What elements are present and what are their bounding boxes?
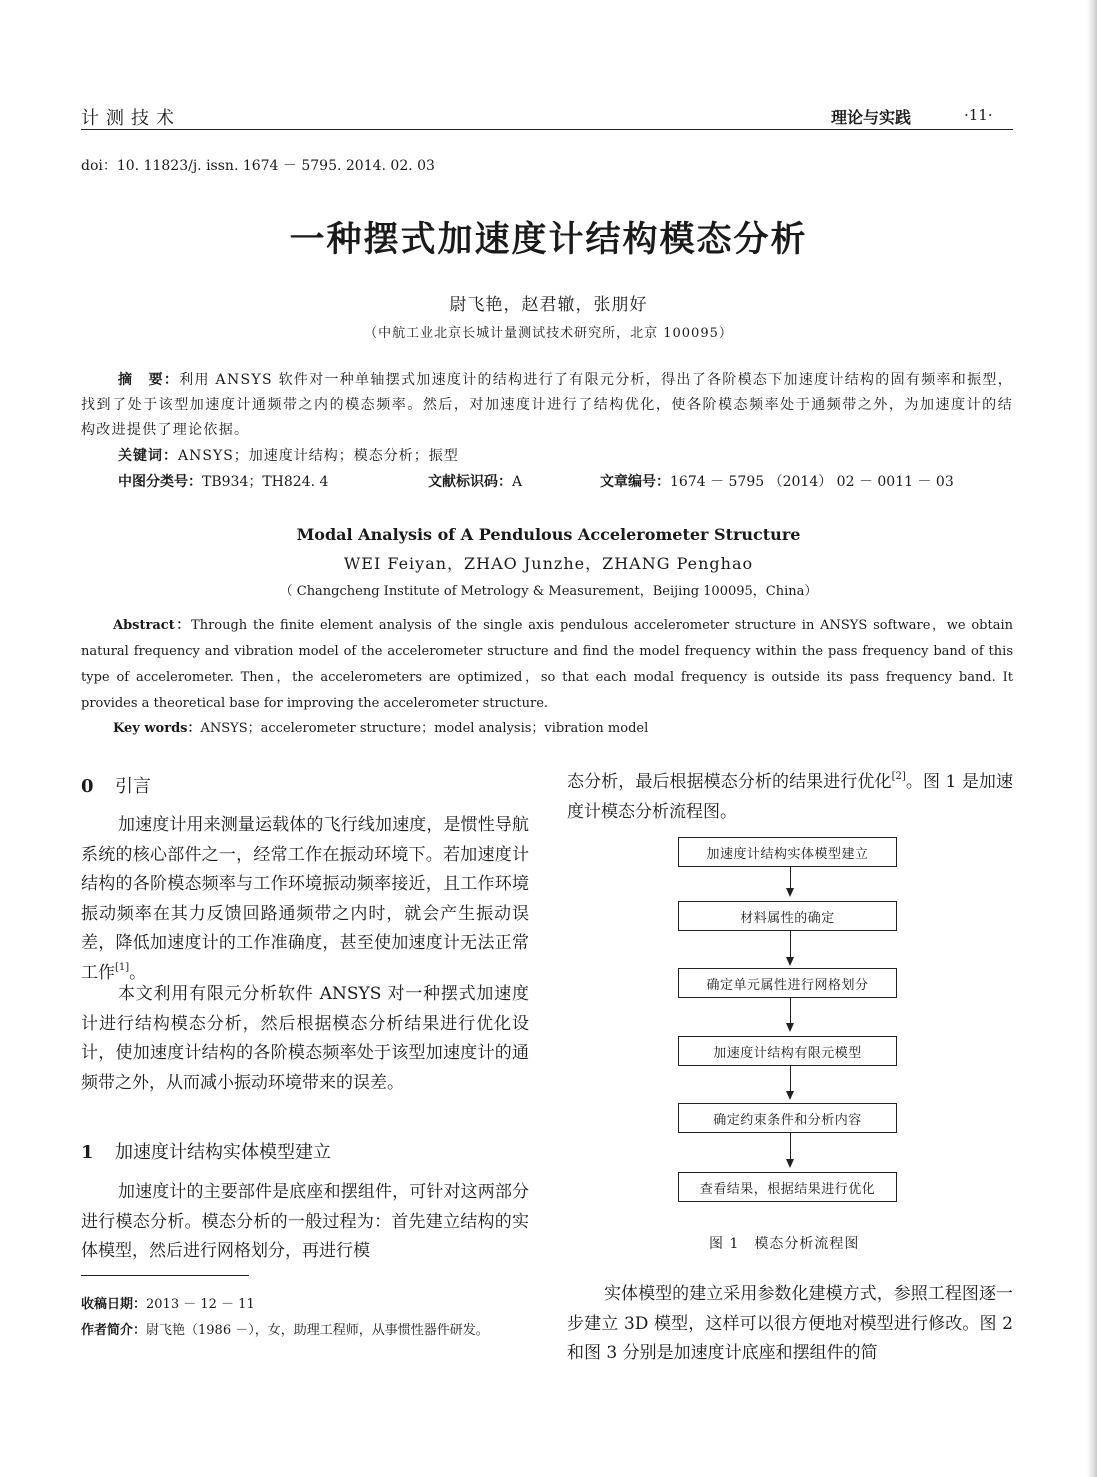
citation-2: [2] [891,771,906,782]
bio-label: 作者简介： [81,1323,147,1338]
continuation-text: 态分析，最后根据模态分析的结果进行优化 [567,772,892,792]
flow-arrowhead-2 [786,957,794,966]
section-0-paragraph-2: 本文利用有限元分析软件 ANSYS 对一种摆式加速度计进行结构模态分析，然后根据模态分析结果进行优化设计，使加速度计结构的各阶模态频率处于该型加速度计的通频带之外，从而减小振动环境带来的误差。 [81,984,529,1093]
abstract-en-text: Through the finite element analysis of the single axis pendulous accelerometer structure in ANSYS software，we obtain natural frequency and vibration model of the accelerometer structure and find the model frequency within the pass frequency band of this type of accelerometer. Then，the accelerometers are optimized，so that each modal frequency is outside its pass frequency band. It provides a theoretical base for improving the accelerometer structure. [81,618,1013,711]
keywords-en-text: ANSYS；accelerometer structure；model analysis；vibration model [200,721,649,736]
received-date: 2013 － 12 － 11 [146,1297,255,1312]
clc-label: 中图分类号： [118,474,202,490]
figure-1-caption: 图 1 模态分析流程图 [709,1236,860,1252]
flow-arrowhead-5 [786,1159,794,1168]
doc-value: A [512,474,523,490]
keywords-cn-label: 关键词： [118,448,178,464]
affiliation: （中航工业北京长城计量测试技术研究所，北京 100095） [364,326,733,341]
section-0-p1-text: 加速度计用来测量运载体的飞行线加速度，是惯性导航系统的核心部件之一，经常工作在振动环境下。若加速度计结构的各阶模态频率与工作环境振动频率接近，且工作环境振动频率在其力反馈回路通频带之内时，就会产生振动误差，降低加速度计的工作准确度，甚至使加速度计无法正常工作 [81,815,529,983]
flow-step-3: 确定单元属性进行网格划分 [678,968,897,998]
header-rule [81,129,1013,130]
flow-arrowhead-4 [786,1091,794,1100]
received-label: 收稿日期： [81,1297,147,1312]
clc-value: TB934；TH824. 4 [202,474,329,490]
flow-arrow-1 [790,867,791,888]
continuation-end: 。图 1 是加速度计模态分析流程图。 [567,772,1013,822]
abstract-en [81,613,1013,717]
section-0-heading [81,772,151,798]
article-number [600,471,954,491]
keywords-en-label: Key words： [113,721,201,736]
doc-code [428,471,522,491]
flow-step-4: 加速度计结构有限元模型 [678,1036,897,1066]
right-column-paragraph: 实体模型的建立采用参数化建模方式，参照工程图逐一步建立 3D 模型，这样可以很方便地对模型进行修改。图 2 和图 3 分别是加速度计底座和摆组件的简 [567,1284,1013,1363]
footnote-rule [81,1275,249,1276]
doc-label: 文献标识码： [428,474,512,490]
section-0-title: 引言 [115,776,151,797]
flow-step-2: 材料属性的确定 [678,901,897,931]
section-0-paragraph-1 [81,811,529,988]
keywords-en [113,717,648,736]
abstract-cn-text: 利用 ANSYS 软件对一种单轴摆式加速度计的结构进行了有限元分析，得出了各阶模态下加速度计结构的固有频率和振型，找到了处于该型加速度计通频带之内的模态频率。然后，对加速度计进行了结构优化，使各阶模态频率处于通频带之外，为加速度计的结构改进提供了理论依据。 [81,372,1013,438]
flow-arrow-4 [790,1066,791,1091]
column-name: 理论与实践 [831,108,912,127]
flow-step-1: 加速度计结构实体模型建立 [678,837,897,867]
keywords-cn [118,445,459,465]
journal-name: 计测技术 [81,108,181,129]
article-value: 1674 － 5795 （2014） 02 － 0011 － 03 [670,474,954,490]
footnote-bio [81,1318,529,1343]
flow-step-6: 查看结果，根据结果进行优化 [678,1172,897,1202]
paper-title: 一种摆式加速度计结构模态分析 [289,220,808,260]
english-authors: WEI Feiyan，ZHAO Junzhe，ZHANG Penghao [343,554,754,573]
article-label: 文章编号： [600,474,670,490]
flow-step-5: 确定约束条件和分析内容 [678,1103,897,1133]
doi: doi：10. 11823/j. issn. 1674 － 5795. 2014. 02. 03 [81,158,435,174]
english-affiliation: （ Changcheng Institute of Metrology & Measurement，Beijing 100095，China） [279,584,818,599]
section-0-p1-end: 。 [129,962,147,983]
clc-code [118,471,328,491]
flow-arrow-5 [790,1133,791,1159]
flow-arrow-3 [790,998,791,1023]
abstract-cn-label: 摘 要： [118,372,180,388]
right-column-continuation [567,768,1013,827]
section-1-paragraph-1: 加速度计的主要部件是底座和摆组件，可针对这两部分进行模态分析。模态分析的一般过程为：首先建立结构的实体模型，然后进行网格划分，再进行模 [81,1182,529,1261]
keywords-cn-text: ANSYS；加速度计结构；模态分析；振型 [178,448,459,464]
page-number: ·11· [964,106,993,124]
section-1-number: 1 [81,1142,94,1163]
bio-text: 尉飞艳（1986 －），女，助理工程师，从事惯性器件研发。 [146,1323,489,1338]
section-0-number: 0 [81,776,94,797]
english-title: Modal Analysis of A Pendulous Accelerometer Structure [296,525,801,544]
flow-arrow-2 [790,931,791,957]
section-1-heading [81,1138,331,1164]
flow-arrowhead-3 [786,1023,794,1032]
authors: 尉飞艳，赵君辙，张朋好 [449,295,648,315]
footnote-received [81,1292,529,1317]
flow-arrowhead-1 [786,888,794,897]
citation-1: [1] [115,961,130,973]
section-1-title: 加速度计结构实体模型建立 [115,1142,331,1163]
abstract-en-label: Abstract： [113,618,192,633]
abstract-cn [81,368,1013,443]
